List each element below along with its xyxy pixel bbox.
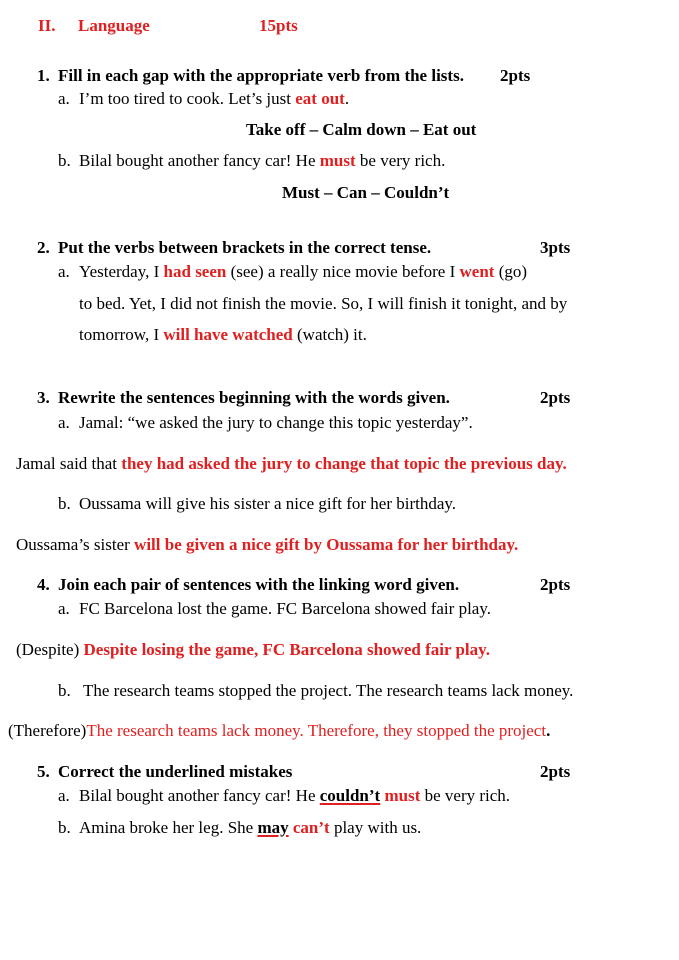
q5-instruction: Correct the underlined mistakes <box>58 762 293 781</box>
q2-a-line3-pre: tomorrow, I <box>79 325 164 344</box>
q5-a-post: be very rich. <box>420 786 511 805</box>
section-numeral: II. <box>38 16 56 35</box>
q4-b-answer-line <box>8 721 550 741</box>
q1-list-b: Must – Can – Couldn’t <box>282 183 450 202</box>
q1-b-post: be very rich. <box>355 151 446 170</box>
q4-a-answer-line <box>16 640 490 660</box>
q4-a-sentence: FC Barcelona lost the game. FC Barcelona showed fair play. <box>79 599 491 618</box>
q1-b-sentence <box>79 151 445 171</box>
q5-b-post: play with us. <box>329 818 422 837</box>
q3-a-answer: they had asked the jury to change that topic the previous day. <box>121 454 567 473</box>
q2-a-line3-post: (watch) it. <box>292 325 367 344</box>
section-title: Language <box>78 16 150 35</box>
q1-a-sentence <box>79 89 349 109</box>
q2-a-line1-mid: (see) a really nice movie before I <box>226 262 460 281</box>
section-points: 15pts <box>259 16 298 35</box>
q5-a-sentence <box>79 786 510 806</box>
q4-points: 2pts <box>540 575 571 594</box>
q4-a-letter: a. <box>58 599 70 618</box>
q5-a-mistake: couldn’t <box>319 786 381 805</box>
q4-a-answer: Despite losing the game, FC Barcelona showed fair play. <box>83 640 490 659</box>
q2-a-line1-pre: Yesterday, I <box>79 262 164 281</box>
q1-a-answer: eat out <box>295 89 345 108</box>
q2-a-line3 <box>79 325 367 345</box>
q4-b-answer: The research teams lack money. Therefore, they stopped the project <box>86 721 547 740</box>
q5-b-sentence <box>79 818 421 838</box>
q1-instruction: Fill in each gap with the appropriate verb from the lists. <box>58 66 464 85</box>
q3-b-answer: will be given a nice gift by Oussama for her birthday. <box>134 535 519 554</box>
q5-b-letter: b. <box>58 818 71 837</box>
q1-a-pre: I’m too tired to cook. Let’s just <box>79 89 296 108</box>
q1-a-letter: a. <box>58 89 70 108</box>
q3-b-answer-prefix: Oussama’s sister <box>16 535 135 554</box>
q4-b-letter: b. <box>58 681 71 700</box>
q5-number: 5. <box>37 762 50 781</box>
q3-points: 2pts <box>540 388 571 407</box>
q3-b-answer-line <box>16 535 518 555</box>
q2-a-line2: to bed. Yet, I did not finish the movie. So, I will finish it tonight, and by <box>79 294 568 313</box>
q2-a-line1 <box>79 262 527 282</box>
q5-a-correction: must <box>384 786 421 805</box>
q3-a-answer-line <box>16 454 567 474</box>
q3-a-sentence: Jamal: “we asked the jury to change this topic yesterday”. <box>79 413 473 432</box>
q4-b-sentence: The research teams stopped the project. The research teams lack money. <box>83 681 574 700</box>
q5-points: 2pts <box>540 762 571 781</box>
q5-b-correction: can’t <box>292 818 330 837</box>
q4-a-answer-prefix: (Despite) <box>16 640 84 659</box>
q4-b-answer-end: . <box>546 721 551 740</box>
q3-b-letter: b. <box>58 494 71 513</box>
q1-number: 1. <box>37 66 50 85</box>
q5-b-pre: Amina broke her leg. She <box>79 818 258 837</box>
q4-instruction: Join each pair of sentences with the linking word given. <box>58 575 460 594</box>
q1-points: 2pts <box>500 66 531 85</box>
q1-b-pre: Bilal bought another fancy car! He <box>79 151 320 170</box>
q4-b-answer-prefix: (Therefore) <box>8 721 87 740</box>
q2-number: 2. <box>37 238 50 257</box>
q2-a-line1-post: (go) <box>494 262 528 281</box>
q3-number: 3. <box>37 388 50 407</box>
q3-b-sentence: Oussama will give his sister a nice gift for her birthday. <box>79 494 457 513</box>
q2-instruction: Put the verbs between brackets in the correct tense. <box>58 238 432 257</box>
q1-list-a: Take off – Calm down – Eat out <box>246 120 477 139</box>
q4-number: 4. <box>37 575 50 594</box>
q5-a-letter: a. <box>58 786 70 805</box>
q5-b-mistake: may <box>257 818 289 837</box>
q1-b-letter: b. <box>58 151 71 170</box>
q3-a-letter: a. <box>58 413 70 432</box>
q3-a-answer-prefix: Jamal said that <box>16 454 122 473</box>
q2-points: 3pts <box>540 238 571 257</box>
q3-instruction: Rewrite the sentences beginning with the words given. <box>58 388 450 407</box>
q2-a-answer3: will have watched <box>163 325 293 344</box>
q2-a-answer2: went <box>459 262 495 281</box>
q1-b-answer: must <box>319 151 356 170</box>
q5-a-pre: Bilal bought another fancy car! He <box>79 786 320 805</box>
q2-a-answer1: had seen <box>163 262 227 281</box>
q2-a-letter: a. <box>58 262 70 281</box>
q1-a-post: . <box>344 89 350 108</box>
